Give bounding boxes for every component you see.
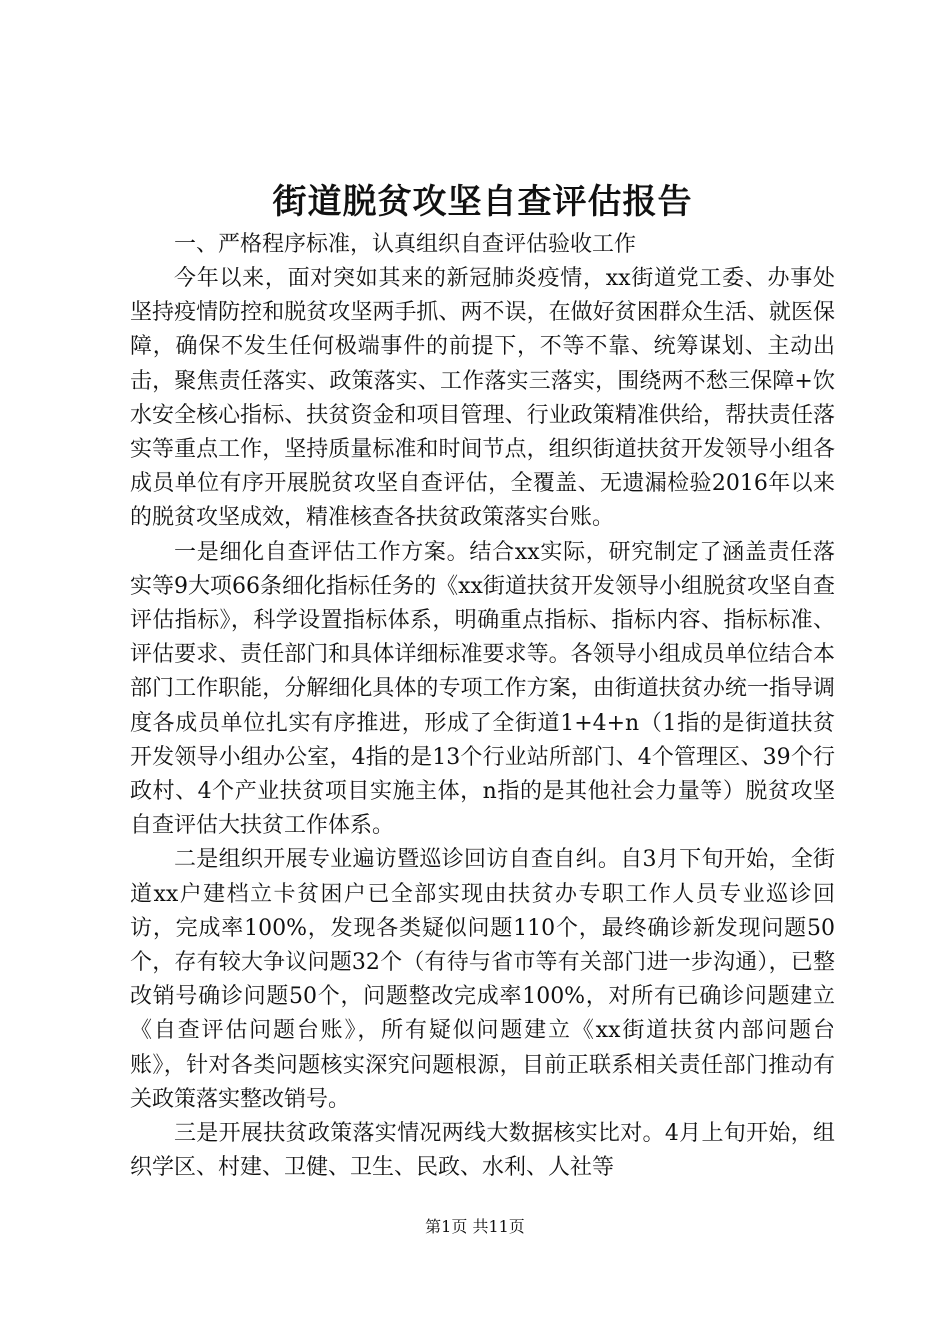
paragraph-point-3: 三是开展扶贫政策落实情况两线大数据核实比对。4月上旬开始，组织学区、村建、卫健、卫生、民政、水利、人社等 [130, 1121, 835, 1181]
page-number-footer: 第1页 共11页 [425, 1217, 525, 1236]
paragraph-point-2: 二是组织开展专业遍访暨巡诊回访自查自纠。自3月下旬开始，全街道xx户建档立卡贫困户已全部实现由扶贫办专职工作人员专业巡诊回访，完成率100%，发现各类疑似问题110个，最终确诊新发现问题50个，存有较大争议问题32个（有待与省市等有关部门进一步沟通），已整改销号确诊问题50个，问题整改完成率100%，对所有已确诊问题建立《自查评估问题台账》，所有疑似问题建立《xx街道扶贫内部问题台账》，针对各类问题核实深究问题根源，目前正联系相关责任部门推动有关政策落实整改销号。 [130, 847, 835, 1112]
paragraph-point-1: 一是细化自查评估工作方案。结合xx实际，研究制定了涵盖责任落实等9大项66条细化指标任务的《xx街道扶贫开发领导小组脱贫攻坚自查评估指标》，科学设置指标体系，明确重点指标、指标内容、指标标准、评估要求、责任部门和具体详细标准要求等。各领导小组成员单位结合本部门工作职能，分解细化具体的专项工作方案，由街道扶贫办统一指导调度各成员单位扎实有序推进，形成了全街道1+4+n（1指的是街道扶贫开发领导小组办公室，4指的是13个行业站所部门、4个管理区、39个行政村、4个产业扶贫项目实施主体，n指的是其他社会力量等）脱贫攻坚自查评估大扶贫工作体系。 [130, 539, 835, 839]
document-title: 街道脱贫攻坚自查评估报告 [272, 182, 693, 222]
paragraph-intro: 今年以来，面对突如其来的新冠肺炎疫情，xx街道党工委、办事处坚持疫情防控和脱贫攻坚两手抓、两不误，在做好贫困群众生活、就医保障，确保不发生任何极端事件的前提下，不等不靠、统筹谋划、主动出击，聚焦责任落实、政策落实、工作落实三落实，围绕两不愁三保障+饮水安全核心指标、扶贫资金和项目管理、行业政策精准供给，帮扶责任落实等重点工作，坚持质量标准和时间节点，组织街道扶贫开发领导小组各成员单位有序开展脱贫攻坚自查评估，全覆盖、无遗漏检验2016年以来的脱贫攻坚成效，精准核查各扶贫政策落实台账。 [130, 266, 835, 531]
section-heading: 一、严格程序标准，认真组织自查评估验收工作 [174, 232, 637, 257]
document-page [130, 180, 835, 1185]
